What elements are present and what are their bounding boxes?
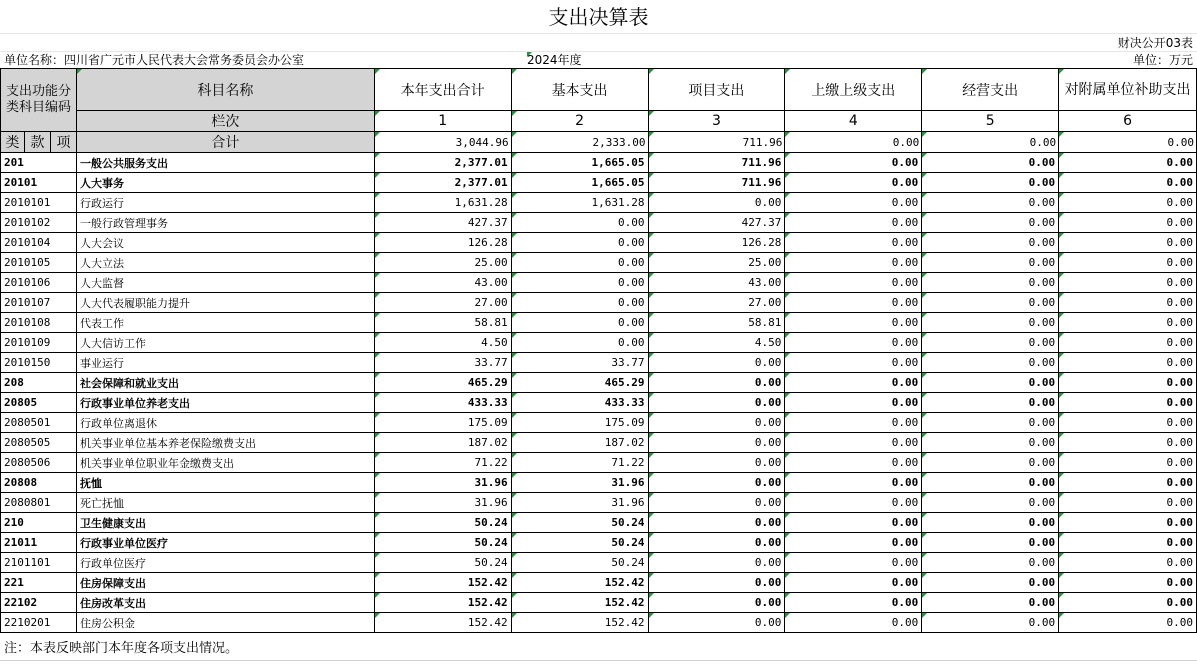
unit-name-label: 单位名称：四川省广元市人民代表大会常务委员会办公室 <box>4 53 305 67</box>
row-value-cell[interactable]: 0.00 <box>648 353 785 373</box>
header-col-2[interactable]: 2 <box>511 111 648 132</box>
row-name-cell[interactable]: 抚恤 <box>76 473 374 493</box>
row-code-cell[interactable]: 21011 <box>1 533 77 553</box>
header-project[interactable]: 项目支出 <box>648 69 785 111</box>
table-row <box>1 193 1197 213</box>
row-code-cell[interactable]: 201 <box>1 153 77 173</box>
row-value-cell[interactable]: 1,631.28 <box>511 193 648 213</box>
row-value-cell[interactable]: 31.96 <box>511 473 648 493</box>
grid-line <box>0 660 1197 661</box>
header-subject-name[interactable]: 科目名称 <box>76 69 374 111</box>
row-value-cell[interactable]: 0.00 <box>1059 373 1197 393</box>
row-value-cell[interactable]: 50.24 <box>511 553 648 573</box>
row-value-cell[interactable]: 0.00 <box>1059 253 1197 273</box>
row-value-cell[interactable]: 0.00 <box>785 293 922 313</box>
row-value-cell[interactable]: 43.00 <box>648 273 785 293</box>
row-value-cell[interactable]: 0.00 <box>1059 493 1197 513</box>
row-code-cell[interactable]: 210 <box>1 513 77 533</box>
header-business[interactable]: 经营支出 <box>922 69 1059 111</box>
row-value-cell[interactable]: 0.00 <box>785 513 922 533</box>
row-value-cell[interactable]: 0.00 <box>922 333 1059 353</box>
row-value-cell[interactable]: 0.00 <box>785 613 922 633</box>
row-value-cell[interactable]: 0.00 <box>922 293 1059 313</box>
row-name-cell[interactable]: 死亡抚恤 <box>76 493 374 513</box>
row-value-cell[interactable]: 0.00 <box>1059 153 1197 173</box>
table-row <box>1 533 1197 553</box>
row-value-cell[interactable]: 0.00 <box>1059 213 1197 233</box>
row-value-cell[interactable]: 0.00 <box>511 233 648 253</box>
row-value-cell[interactable]: 0.00 <box>922 393 1059 413</box>
row-code-cell[interactable]: 2010104 <box>1 233 77 253</box>
form-number: 财决公开03表 <box>1117 36 1193 50</box>
row-value-cell[interactable]: 0.00 <box>785 533 922 553</box>
row-value-cell[interactable]: 0.00 <box>922 453 1059 473</box>
header-total[interactable]: 本年支出合计 <box>374 69 511 111</box>
table-body <box>1 153 1197 633</box>
row-name-cell[interactable]: 一般公共服务支出 <box>76 153 374 173</box>
row-name-cell[interactable]: 人大代表履职能力提升 <box>76 293 374 313</box>
row-value-cell[interactable]: 0.00 <box>648 433 785 453</box>
row-value-cell[interactable]: 0.00 <box>922 413 1059 433</box>
row-value-cell[interactable]: 433.33 <box>374 393 511 413</box>
table-row <box>1 273 1197 293</box>
row-value-cell[interactable]: 152.42 <box>511 593 648 613</box>
row-value-cell[interactable]: 31.96 <box>511 493 648 513</box>
row-value-cell[interactable]: 0.00 <box>785 273 922 293</box>
row-value-cell[interactable]: 0.00 <box>922 313 1059 333</box>
row-value-cell[interactable]: 25.00 <box>374 253 511 273</box>
row-value-cell[interactable]: 27.00 <box>648 293 785 313</box>
row-value-cell[interactable]: 0.00 <box>511 253 648 273</box>
row-value-cell[interactable]: 71.22 <box>511 453 648 473</box>
page-title: 支出决算表 <box>548 5 649 29</box>
row-value-cell[interactable]: 0.00 <box>1059 293 1197 313</box>
row-value-cell[interactable]: 465.29 <box>374 373 511 393</box>
row-value-cell[interactable]: 0.00 <box>785 373 922 393</box>
row-value-cell[interactable]: 0.00 <box>648 373 785 393</box>
row-name-cell[interactable]: 行政事业单位养老支出 <box>76 393 374 413</box>
header-col-1[interactable]: 1 <box>374 111 511 132</box>
row-name-cell[interactable]: 人大会议 <box>76 233 374 253</box>
currency-unit-label: 单位：万元 <box>1132 53 1193 67</box>
row-code-cell[interactable]: 20101 <box>1 173 77 193</box>
row-value-cell[interactable]: 0.00 <box>1059 193 1197 213</box>
row-value-cell[interactable]: 0.00 <box>785 593 922 613</box>
row-value-cell[interactable]: 0.00 <box>511 313 648 333</box>
total-cell[interactable]: 711.96 <box>648 132 785 153</box>
row-value-cell[interactable]: 0.00 <box>1059 393 1197 413</box>
row-value-cell[interactable]: 0.00 <box>922 593 1059 613</box>
row-value-cell[interactable]: 0.00 <box>1059 533 1197 553</box>
row-code-cell[interactable]: 2080505 <box>1 433 77 453</box>
table-row <box>1 153 1197 173</box>
row-value-cell[interactable]: 0.00 <box>648 613 785 633</box>
row-value-cell[interactable]: 50.24 <box>511 533 648 553</box>
table-row <box>1 233 1197 253</box>
row-code-cell[interactable]: 2010105 <box>1 253 77 273</box>
row-value-cell[interactable]: 0.00 <box>648 573 785 593</box>
row-value-cell[interactable]: 2,377.01 <box>374 153 511 173</box>
table-row <box>1 173 1197 193</box>
header-lei[interactable]: 类 <box>1 132 25 153</box>
table-row <box>1 553 1197 573</box>
total-cell[interactable]: 0.00 <box>922 132 1059 153</box>
row-value-cell[interactable]: 152.42 <box>374 613 511 633</box>
header-col-3[interactable]: 3 <box>648 111 785 132</box>
row-value-cell[interactable]: 0.00 <box>1059 173 1197 193</box>
row-value-cell[interactable]: 0.00 <box>922 573 1059 593</box>
row-value-cell[interactable]: 1,665.05 <box>511 173 648 193</box>
row-value-cell[interactable]: 58.81 <box>374 313 511 333</box>
table-row <box>1 453 1197 473</box>
row-value-cell[interactable]: 0.00 <box>648 473 785 493</box>
row-value-cell[interactable]: 0.00 <box>922 493 1059 513</box>
row-value-cell[interactable]: 33.77 <box>374 353 511 373</box>
row-name-cell[interactable]: 人大事务 <box>76 173 374 193</box>
row-value-cell[interactable]: 0.00 <box>648 533 785 553</box>
row-value-cell[interactable]: 43.00 <box>374 273 511 293</box>
row-value-cell[interactable]: 152.42 <box>511 613 648 633</box>
header-sum-label[interactable]: 合计 <box>76 132 374 153</box>
header-xiang[interactable]: 项 <box>50 132 76 153</box>
row-code-cell[interactable]: 22102 <box>1 593 77 613</box>
header-col-5[interactable]: 5 <box>922 111 1059 132</box>
row-value-cell[interactable]: 0.00 <box>922 153 1059 173</box>
row-value-cell[interactable]: 0.00 <box>922 513 1059 533</box>
row-value-cell[interactable]: 27.00 <box>374 293 511 313</box>
row-value-cell[interactable]: 0.00 <box>648 513 785 533</box>
expenditure-table <box>0 68 1197 633</box>
header-col-6[interactable]: 6 <box>1059 111 1197 132</box>
row-name-cell[interactable]: 机关事业单位职业年金缴费支出 <box>76 453 374 473</box>
row-value-cell[interactable]: 0.00 <box>511 273 648 293</box>
table-row <box>1 573 1197 593</box>
row-name-cell[interactable]: 行政单位医疗 <box>76 553 374 573</box>
row-value-cell[interactable]: 4.50 <box>648 333 785 353</box>
row-name-cell[interactable]: 行政单位离退休 <box>76 413 374 433</box>
row-name-cell[interactable]: 事业运行 <box>76 353 374 373</box>
header-func-code[interactable]: 支出功能分类科目编码 <box>1 69 77 132</box>
row-value-cell[interactable]: 71.22 <box>374 453 511 473</box>
row-value-cell[interactable]: 427.37 <box>648 213 785 233</box>
grid-line <box>0 33 1197 34</box>
row-value-cell[interactable]: 433.33 <box>511 393 648 413</box>
row-code-cell[interactable]: 2010150 <box>1 353 77 373</box>
table-row <box>1 513 1197 533</box>
row-value-cell[interactable]: 0.00 <box>1059 513 1197 533</box>
row-name-cell[interactable]: 住房改革支出 <box>76 593 374 613</box>
row-value-cell[interactable]: 0.00 <box>922 193 1059 213</box>
header-col-4[interactable]: 4 <box>785 111 922 132</box>
row-value-cell[interactable]: 0.00 <box>785 213 922 233</box>
row-value-cell[interactable]: 0.00 <box>785 433 922 453</box>
row-value-cell[interactable]: 0.00 <box>785 313 922 333</box>
table-header <box>1 69 1197 153</box>
row-value-cell[interactable]: 711.96 <box>648 153 785 173</box>
table-row <box>1 613 1197 633</box>
row-value-cell[interactable]: 0.00 <box>785 453 922 473</box>
table-row <box>1 373 1197 393</box>
row-value-cell[interactable]: 0.00 <box>785 253 922 273</box>
row-value-cell[interactable]: 711.96 <box>648 173 785 193</box>
row-value-cell[interactable]: 0.00 <box>785 413 922 433</box>
row-code-cell[interactable]: 2080501 <box>1 413 77 433</box>
row-value-cell[interactable]: 0.00 <box>922 613 1059 633</box>
row-code-cell[interactable]: 2010107 <box>1 293 77 313</box>
row-value-cell[interactable]: 187.02 <box>511 433 648 453</box>
row-value-cell[interactable]: 0.00 <box>785 493 922 513</box>
table-row <box>1 413 1197 433</box>
row-value-cell[interactable]: 0.00 <box>922 273 1059 293</box>
row-value-cell[interactable]: 0.00 <box>648 553 785 573</box>
table-row <box>1 313 1197 333</box>
row-value-cell[interactable]: 0.00 <box>648 413 785 433</box>
row-value-cell[interactable]: 0.00 <box>1059 233 1197 253</box>
table-row <box>1 293 1197 313</box>
row-value-cell[interactable]: 0.00 <box>1059 593 1197 613</box>
row-value-cell[interactable]: 126.28 <box>374 233 511 253</box>
row-value-cell[interactable]: 0.00 <box>785 393 922 413</box>
row-value-cell[interactable]: 0.00 <box>922 373 1059 393</box>
table-row <box>1 213 1197 233</box>
row-value-cell[interactable]: 0.00 <box>1059 313 1197 333</box>
row-value-cell[interactable]: 0.00 <box>1059 413 1197 433</box>
row-code-cell[interactable]: 2010101 <box>1 193 77 213</box>
row-code-cell[interactable]: 20805 <box>1 393 77 413</box>
row-name-cell[interactable]: 代表工作 <box>76 313 374 333</box>
row-value-cell[interactable]: 0.00 <box>922 213 1059 233</box>
row-value-cell[interactable]: 0.00 <box>785 193 922 213</box>
row-value-cell[interactable]: 0.00 <box>922 553 1059 573</box>
row-value-cell[interactable]: 2,377.01 <box>374 173 511 193</box>
row-code-cell[interactable]: 2010109 <box>1 333 77 353</box>
row-code-cell[interactable]: 2210201 <box>1 613 77 633</box>
row-name-cell[interactable]: 行政运行 <box>76 193 374 213</box>
header-col-label[interactable]: 栏次 <box>76 111 374 132</box>
row-value-cell[interactable]: 33.77 <box>511 353 648 373</box>
row-name-cell[interactable]: 住房公积金 <box>76 613 374 633</box>
row-value-cell[interactable]: 0.00 <box>1059 433 1197 453</box>
row-value-cell[interactable]: 0.00 <box>922 353 1059 373</box>
row-value-cell[interactable]: 0.00 <box>785 473 922 493</box>
row-value-cell[interactable]: 0.00 <box>922 533 1059 553</box>
row-value-cell[interactable]: 152.42 <box>511 573 648 593</box>
row-value-cell[interactable]: 31.96 <box>374 473 511 493</box>
row-name-cell[interactable]: 人大立法 <box>76 253 374 273</box>
row-value-cell[interactable]: 0.00 <box>785 173 922 193</box>
row-value-cell[interactable]: 25.00 <box>648 253 785 273</box>
row-value-cell[interactable]: 0.00 <box>1059 613 1197 633</box>
row-value-cell[interactable]: 0.00 <box>1059 273 1197 293</box>
row-code-cell[interactable]: 2101101 <box>1 553 77 573</box>
row-code-cell[interactable]: 221 <box>1 573 77 593</box>
row-name-cell[interactable]: 人大信访工作 <box>76 333 374 353</box>
table-row <box>1 253 1197 273</box>
header-upper[interactable]: 上缴上级支出 <box>785 69 922 111</box>
table-row <box>1 353 1197 373</box>
row-code-cell[interactable]: 2080506 <box>1 453 77 473</box>
row-value-cell[interactable]: 0.00 <box>785 553 922 573</box>
row-value-cell[interactable]: 50.24 <box>374 553 511 573</box>
row-value-cell[interactable]: 31.96 <box>374 493 511 513</box>
row-value-cell[interactable]: 0.00 <box>922 253 1059 273</box>
row-value-cell[interactable]: 50.24 <box>374 513 511 533</box>
total-cell[interactable]: 3,044.96 <box>374 132 511 153</box>
table-row <box>1 593 1197 613</box>
row-value-cell[interactable]: 0.00 <box>1059 333 1197 353</box>
row-value-cell[interactable]: 0.00 <box>1059 473 1197 493</box>
row-value-cell[interactable]: 427.37 <box>374 213 511 233</box>
row-name-cell[interactable]: 人大监督 <box>76 273 374 293</box>
row-value-cell[interactable]: 0.00 <box>785 333 922 353</box>
total-cell[interactable]: 2,333.00 <box>511 132 648 153</box>
row-value-cell[interactable]: 175.09 <box>511 413 648 433</box>
row-value-cell[interactable]: 4.50 <box>374 333 511 353</box>
row-value-cell[interactable]: 0.00 <box>648 193 785 213</box>
row-value-cell[interactable]: 0.00 <box>922 473 1059 493</box>
table-row <box>1 433 1197 453</box>
row-name-cell[interactable]: 卫生健康支出 <box>76 513 374 533</box>
row-value-cell[interactable]: 175.09 <box>374 413 511 433</box>
row-value-cell[interactable]: 0.00 <box>1059 453 1197 473</box>
row-code-cell[interactable]: 208 <box>1 373 77 393</box>
table-row <box>1 333 1197 353</box>
table-row <box>1 473 1197 493</box>
table-row <box>1 493 1197 513</box>
row-value-cell[interactable]: 0.00 <box>648 593 785 613</box>
row-value-cell[interactable]: 152.42 <box>374 573 511 593</box>
row-value-cell[interactable]: 0.00 <box>922 433 1059 453</box>
row-value-cell[interactable]: 0.00 <box>785 573 922 593</box>
header-kuan[interactable]: 款 <box>24 132 50 153</box>
footnote: 注：本表反映部门本年度各项支出情况。 <box>4 641 239 656</box>
row-value-cell[interactable]: 187.02 <box>374 433 511 453</box>
row-value-cell[interactable]: 0.00 <box>922 233 1059 253</box>
row-value-cell[interactable]: 0.00 <box>1059 573 1197 593</box>
header-subsidy[interactable]: 对附属单位补助支出 <box>1059 69 1197 111</box>
row-value-cell[interactable]: 50.24 <box>374 533 511 553</box>
row-name-cell[interactable]: 住房保障支出 <box>76 573 374 593</box>
header-basic[interactable]: 基本支出 <box>511 69 648 111</box>
row-value-cell[interactable]: 0.00 <box>922 173 1059 193</box>
table-row <box>1 393 1197 413</box>
row-value-cell[interactable]: 58.81 <box>648 313 785 333</box>
row-name-cell[interactable]: 机关事业单位基本养老保险缴费支出 <box>76 433 374 453</box>
row-value-cell[interactable]: 465.29 <box>511 373 648 393</box>
row-value-cell[interactable]: 152.42 <box>374 593 511 613</box>
row-value-cell[interactable]: 0.00 <box>648 453 785 473</box>
row-code-cell[interactable]: 2010108 <box>1 313 77 333</box>
row-value-cell[interactable]: 0.00 <box>511 213 648 233</box>
row-value-cell[interactable]: 0.00 <box>511 333 648 353</box>
row-code-cell[interactable]: 2010102 <box>1 213 77 233</box>
row-name-cell[interactable]: 行政事业单位医疗 <box>76 533 374 553</box>
row-value-cell[interactable]: 0.00 <box>648 393 785 413</box>
total-cell[interactable]: 0.00 <box>785 132 922 153</box>
row-value-cell[interactable]: 0.00 <box>785 353 922 373</box>
row-value-cell[interactable]: 126.28 <box>648 233 785 253</box>
row-code-cell[interactable]: 2080801 <box>1 493 77 513</box>
row-value-cell[interactable]: 0.00 <box>785 233 922 253</box>
row-value-cell[interactable]: 1,631.28 <box>374 193 511 213</box>
row-value-cell[interactable]: 0.00 <box>1059 553 1197 573</box>
row-value-cell[interactable]: 0.00 <box>1059 353 1197 373</box>
row-value-cell[interactable]: 1,665.05 <box>511 153 648 173</box>
row-value-cell[interactable]: 0.00 <box>511 293 648 313</box>
row-value-cell[interactable]: 0.00 <box>648 493 785 513</box>
row-name-cell[interactable]: 社会保障和就业支出 <box>76 373 374 393</box>
year-label: 2024年度 <box>527 53 582 67</box>
row-value-cell[interactable]: 50.24 <box>511 513 648 533</box>
row-code-cell[interactable]: 20808 <box>1 473 77 493</box>
total-cell[interactable]: 0.00 <box>1059 132 1197 153</box>
row-name-cell[interactable]: 一般行政管理事务 <box>76 213 374 233</box>
row-code-cell[interactable]: 2010106 <box>1 273 77 293</box>
row-value-cell[interactable]: 0.00 <box>785 153 922 173</box>
